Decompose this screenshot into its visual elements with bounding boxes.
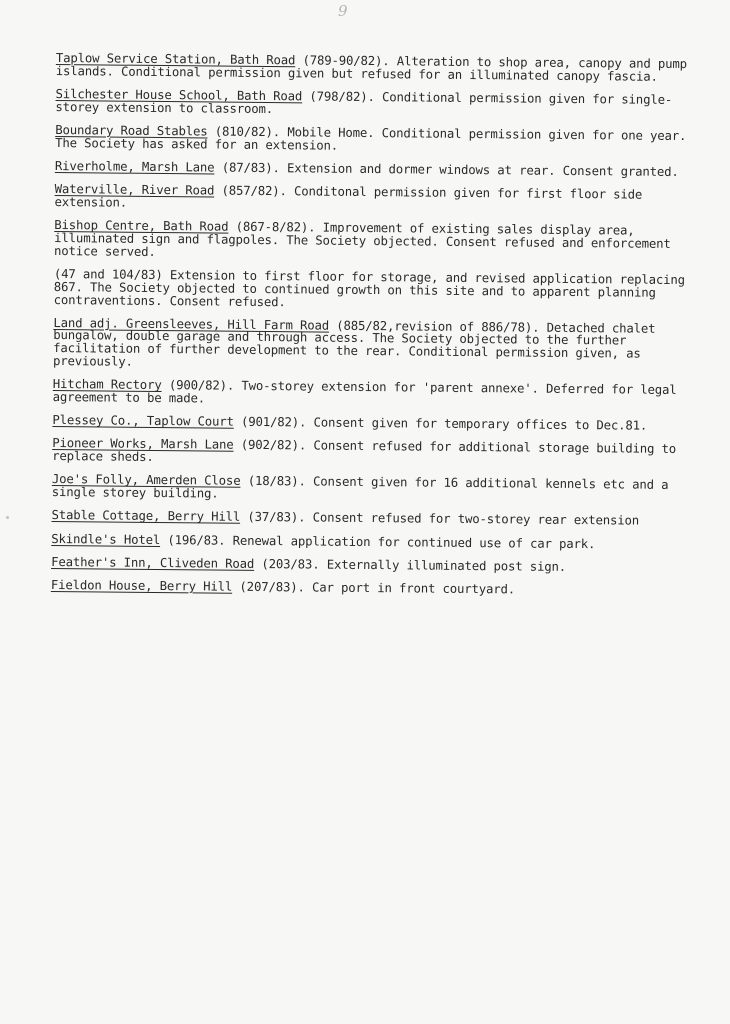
entry-property-name: Taplow Service Station, Bath Road: [55, 51, 296, 68]
entry-decision-text: (207/83). Car port in front courtyard.: [232, 579, 516, 597]
application-entry: [52, 414, 692, 433]
entry-property-name: Fieldon House, Berry Hill: [50, 577, 233, 594]
entry-decision-text: (196/83. Renewal application for continued use of car park.: [160, 532, 596, 551]
application-entry: [54, 268, 694, 313]
entry-decision-text: (857/82). Conditonal permission given for first floor side extension.: [54, 183, 643, 210]
application-entry: [56, 52, 696, 84]
planning-applications-list: [51, 52, 696, 608]
entry-decision-text: (900/82). Two-storey extension for 'parent annexe'. Deferred for legal agreement to be made.: [52, 378, 677, 406]
entry-decision-text: (867-8/82). Improvement of existing sales display area, illuminated sign and flagpoles. The Society objected. Consent refused and enforcement notice served.: [54, 219, 671, 259]
page-number: 9: [338, 2, 348, 20]
entry-decision-text: (902/82). Consent refused for additional storage building to replace sheds.: [52, 438, 677, 465]
entry-property-name: Feather's Inn, Cliveden Road: [51, 554, 255, 571]
entry-decision-text: (885/82,revision of 886/78). Detached chalet bungalow, double garage and through access. The Society objected to the further facilitation of further development to the rear. Conditional permission given, as previously.: [52, 318, 656, 369]
application-entry: [51, 509, 691, 528]
entry-decision-text: (810/82). Mobile Home. Conditional permission given for one year. The Society has asked for an extension.: [55, 124, 687, 153]
entry-property-name: Land adj. Greensleeves, Hill Farm Road: [53, 315, 330, 333]
entry-decision-text: (18/83). Consent given for 16 additional kennels etc and a single storey building.: [51, 474, 669, 501]
entry-property-name: Skindle's Hotel: [51, 531, 161, 547]
application-entry: [54, 183, 694, 215]
entry-property-name: Boundary Road Stables: [55, 122, 208, 139]
entry-decision-text: (47 and 104/83) Extension to first floor for storage, and revised application replacing 867. The Society objected to continued growth on this site and to apparent planning contraventions. Consent refused.: [53, 266, 685, 309]
entry-decision-text: (901/82). Consent given for temporary offices to Dec.81.: [233, 414, 648, 433]
entry-decision-text: (798/82). Conditional permission given for single-storey extension to classroom.: [55, 89, 673, 116]
application-entry: [55, 124, 695, 156]
application-entry: [51, 556, 691, 575]
application-entry: [54, 219, 694, 264]
entry-property-name: Pioneer Works, Marsh Lane: [52, 436, 234, 453]
entry-property-name: Plessey Co., Taplow Court: [52, 413, 234, 429]
entry-decision-text: (789-90/82). Alteration to shop area, canopy and pump islands. Conditional permission given but refused for an illuminated canopy fascia.: [55, 53, 688, 84]
entry-property-name: Stable Cottage, Berry Hill: [51, 508, 241, 525]
entry-property-name: Waterville, River Road: [54, 182, 215, 198]
application-entry: [51, 579, 691, 598]
entry-decision-text: (203/83. Externally illuminated post sign.: [254, 556, 567, 574]
application-entry: [55, 160, 695, 179]
entry-property-name: Riverholme, Marsh Lane: [54, 158, 215, 175]
application-entry: [52, 473, 692, 505]
entry-decision-text: (87/83). Extension and dormer windows at rear. Consent granted.: [214, 160, 679, 179]
application-entry: [53, 317, 693, 374]
entry-property-name: Hitcham Rectory: [52, 377, 162, 393]
entry-property-name: Silchester House School, Bath Road: [55, 86, 303, 104]
application-entry: [52, 437, 692, 469]
entry-decision-text: (37/83). Consent refused for two-storey rear extension: [240, 510, 640, 529]
punch-hole-mark: [6, 516, 9, 519]
application-entry: [55, 88, 695, 120]
entry-property-name: Joe's Folly, Amerden Close: [51, 472, 241, 489]
entry-property-name: Bishop Centre, Bath Road: [54, 218, 229, 234]
application-entry: [53, 378, 693, 410]
application-entry: [51, 533, 691, 552]
